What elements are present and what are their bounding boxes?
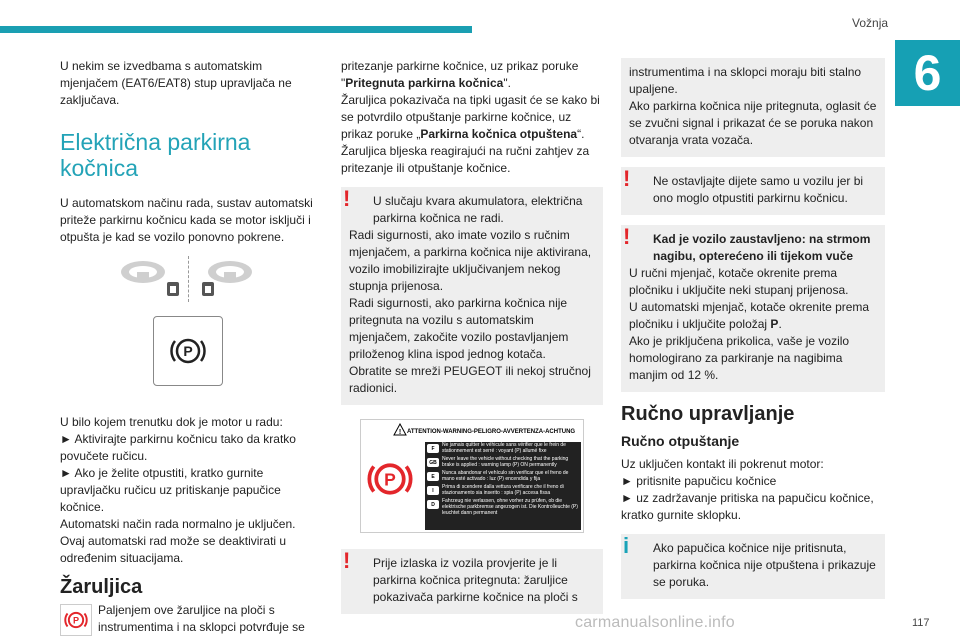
steering-wheel-apply-icon <box>115 258 187 298</box>
column-2 <box>341 58 603 624</box>
warning-label-header <box>361 420 583 442</box>
warning-label-title: ATTENTION-WARNING-PELIGRO-AVVERTENZA-ACHTUNG <box>407 429 576 435</box>
parking-brake-switch-icon <box>153 316 223 386</box>
released-message-paragraph: Žaruljica pokazivača na tipki ugasit će se kako bi se potvrdilo otpuštanje parkirne kočnice, uz prikaz poruke „Parkirna kočnica otpuštena“. Žaruljica bljeska reagirajući na ručni zahtjev za pritezanje ili otpuštanje kočnice. <box>341 93 600 175</box>
chapter-number-tab: 6 <box>895 40 960 106</box>
label-line: E Nunca abandonar el vehículo sin verificar que el freno de mano esté activado : luz (P) encendida y fija <box>425 470 581 484</box>
label-line: GB Never leave the vehicle without checking that the parking brake is applied : warning lamp (P) ON permanently <box>425 456 581 470</box>
child-warning-box <box>621 167 885 215</box>
lamp-paragraph-block <box>60 602 318 636</box>
battery-failure-warning-box <box>341 187 603 405</box>
apply-instruction: ► Aktivirajte parkirnu kočnicu tako da kratko povučete ručicu. <box>60 432 296 463</box>
any-moment-paragraph: U bilo kojem trenutku dok je motor u radu: <box>60 415 283 429</box>
info-brake-pedal-text: Ako papučica kočnice nije pritisnuta, parkirna kočnica nije otpuštena i prikazuje se poruka. <box>653 541 876 589</box>
warning-label-image <box>360 419 584 533</box>
applied-message-paragraph: pritezanje parkirne kočnice, uz prikaz poruke "Pritegnuta parkirna kočnica". <box>341 59 579 90</box>
heading-manual-release: Ručno otpuštanje <box>621 433 740 449</box>
lamps-on-text: instrumentima i na sklopci moraju biti stalno upaljene. <box>629 65 862 96</box>
audible-signal-text: Ako parkirna kočnica nije pritegnuta, oglasit će se zvučni signal i prikazat će se poruka nakon otvaranja vrata vozača. <box>629 99 877 147</box>
heading-warning-lamp: Žaruljica <box>60 576 143 598</box>
slope-manual-text: U ručni mjenjač, kotače okrenite prema pločniku i uključite neki stupanj prijenosa. <box>629 266 849 297</box>
watermark: carmanualsonline.info <box>575 614 735 631</box>
warning-battery-text: U slučaju kvara akumulatora, električna parkirna kočnica ne radi. <box>373 194 583 225</box>
warning-label-languages <box>425 442 581 530</box>
release-instruction: ► Ako je želite otpustiti, kratko gurnite upravljačku ručicu uz pritiskanje papučice kočnice. <box>60 466 281 514</box>
warning-contact-dealer-text: Obratite se mreži PEUGEOT ili nekoj stručnoj radionici. <box>349 364 591 395</box>
top-accent-bar <box>0 26 472 33</box>
svg-text:P: P <box>384 469 396 490</box>
warning-automatic-gearbox-text: Radi sigurnosti, ako parkirna kočnica nije pritegnuta na vozilu s automatskim mjenjačem, zakočite vozilo postavljanjem priloženog klina ispod jednog kotača. <box>349 296 569 361</box>
release-step-2: ► uz zadržavanje pritiska na papučicu kočnice, kratko gurnite sklopku. <box>621 491 874 522</box>
continued-warning-box <box>621 58 885 157</box>
warning-leave-vehicle-text: Prije izlaska iz vozila provjerite je li parkirna kočnica pritegnuta: žaruljice pokazivača parkirne kočnice na ploči s <box>373 556 578 604</box>
svg-text:!: ! <box>398 429 402 436</box>
warning-exclamation-icon: ! <box>343 548 351 573</box>
svg-text:P: P <box>183 343 193 359</box>
automatic-mode-paragraph: Automatski način rada normalno je uključen. Ovaj automatski rad može se deaktivirati u određenim situacijama. <box>60 517 296 565</box>
slope-warning-heading: Kad je vozilo zaustavljeno: na strmom nagibu, opterećeno ili tijekom vuče <box>653 232 871 263</box>
label-line: F Ne jamais quitter le véhicule sans vérifier que le frein de stationnement est serré : voyant (P) allumé fixe <box>425 442 581 456</box>
warning-manual-gearbox-text: Radi sigurnosti, ako imate vozilo s ručnim mjenjačem, a parkirna kočnica nije aktivirana, vozilo imobilizirajte uključivanjem nekog stupnja prijenosa. <box>349 228 592 293</box>
info-icon: i <box>623 533 630 558</box>
slope-warning-box <box>621 225 885 392</box>
illustration-divider <box>188 256 189 302</box>
svg-text:P: P <box>72 615 80 626</box>
label-parking-brake-red-icon <box>365 454 415 504</box>
steering-wheel-release-icon <box>198 258 270 298</box>
slope-automatic-text: U automatski mjenjač, kotače okrenite prema pločniku i uključite položaj P. <box>629 300 870 331</box>
column-1 <box>60 58 318 638</box>
slope-trailer-text: Ako je priključena prikolica, vaše je vozilo homologirano za parkiranje na nagibima manjim od 12 %. <box>629 334 850 382</box>
column-3 <box>621 58 885 609</box>
heading-electric-parking-brake: Električna parkirna kočnica <box>60 129 251 181</box>
parking-brake-illustration <box>60 256 318 406</box>
warning-exclamation-icon: ! <box>343 186 351 211</box>
label-line: D Fahrzeug nie verlassen, ohne vorher zu prüfen, ob die elektrische parkbremse angezogen ist. Die Kontrolleuchte (P) leuchtet dann permanent <box>425 498 581 512</box>
warning-triangle-icon <box>393 423 407 436</box>
parking-brake-warning-lamp-icon <box>60 604 92 636</box>
auto-mode-paragraph: U automatskom načinu rada, sustav automatski priteže parkirnu kočnicu kada se motor isključi i otpušta je kad se vozilo ponovno pokrene. <box>60 196 313 244</box>
section-title: Vožnja <box>852 16 889 30</box>
heading-manual-operation: Ručno upravljanje <box>621 403 795 425</box>
warning-exclamation-icon: ! <box>623 224 631 249</box>
lamp-paragraph: Paljenjem ove žaruljice na ploči s instrumentima i na sklopci potvrđuje se <box>98 603 305 634</box>
label-line: I Prima di scendere dalla vettura verificare che il freno di stazionamento sia inserito : spia (P) accesa fissa <box>425 484 581 498</box>
page-number: 117 <box>912 617 930 629</box>
release-step-1: ► pritisnite papučicu kočnice <box>621 474 777 488</box>
check-before-leaving-warning-box <box>341 549 603 614</box>
info-box <box>621 534 885 599</box>
intro-paragraph: U nekim se izvedbama s automatskim mjenjačem (EAT6/EAT8) stup upravljača ne zaključava. <box>60 59 292 107</box>
ignition-on-text: Uz uključen kontakt ili pokrenut motor: <box>621 457 824 471</box>
warning-exclamation-icon: ! <box>623 166 631 191</box>
child-warning-text: Ne ostavljajte dijete samo u vozilu jer bi ono moglo otpustiti parkirnu kočnicu. <box>653 174 864 205</box>
